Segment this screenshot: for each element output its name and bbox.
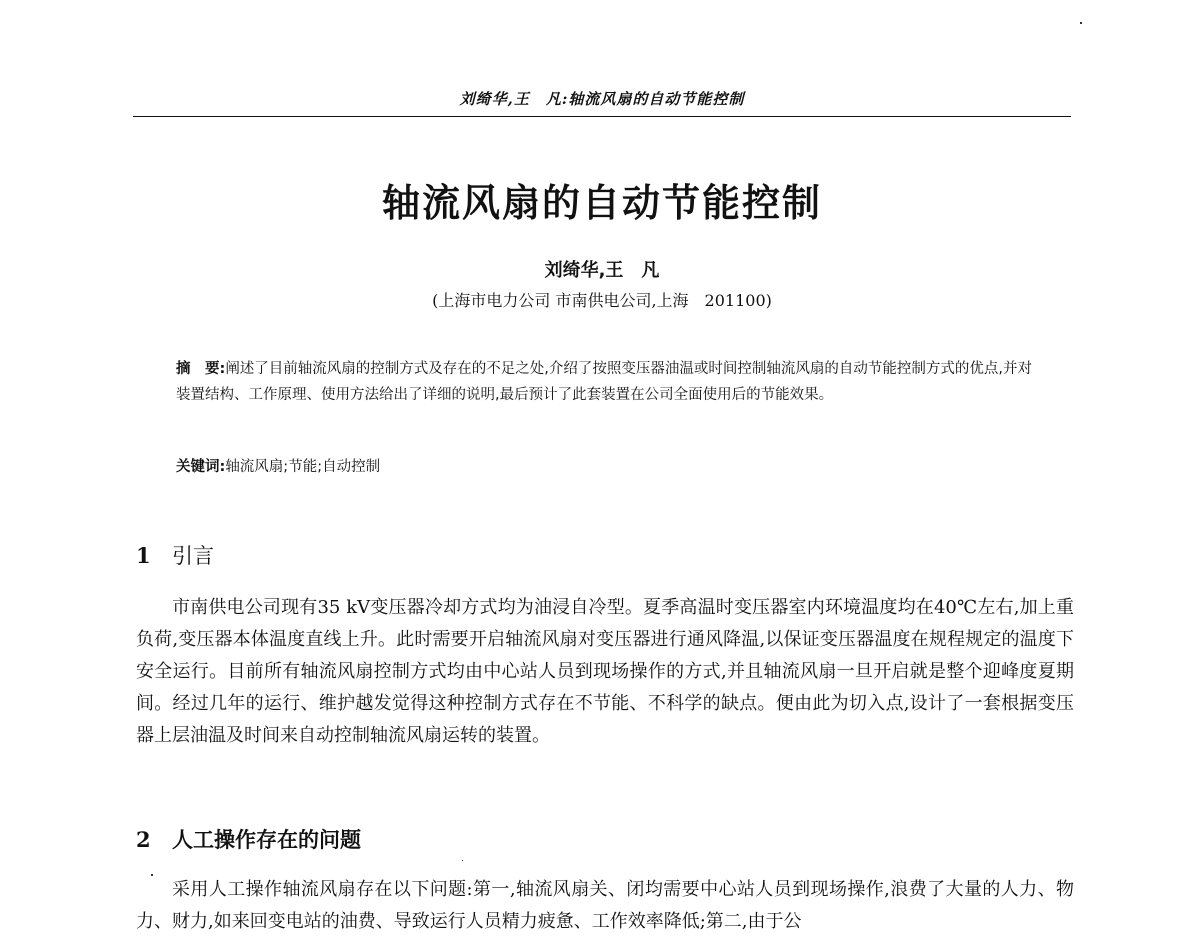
section-paragraph: 采用人工操作轴流风扇存在以下问题:第一,轴流风扇关、闭均需要中心站人员到现场操作,浪费了大量的人力、物力、财力,如来回变电站的油费、导致运行人员精力疲惫、工作效率降低;第二,由于公 [136, 879, 1074, 932]
section-title: 引言 [172, 544, 214, 568]
keywords-text: 轴流风扇;节能;自动控制 [225, 459, 381, 475]
paper-authors: 刘绮华,王 凡 [544, 260, 660, 281]
section-heading-introduction [136, 540, 214, 570]
section-title: 人工操作存在的问题 [172, 828, 361, 852]
abstract-text: 阐述了目前轴流风扇的控制方式及存在的不足之处,介绍了按照变压器油温或时间控制轴流风扇的自动节能控制方式的优点,并对装置结构、工作原理、使用方法给出了详细的说明,最后预计了此套装置在公司全面使用后的节能效果。 [176, 361, 1033, 403]
section-paragraph: 市南供电公司现有35 kV变压器冷却方式均为油浸自冷型。夏季高温时变压器室内环境温度均在40℃左右,加上重负荷,变压器本体温度直线上升。此时需要开启轴流风扇对变压器进行通风降温,以保证变压器温度在规程规定的温度下安全运行。目前所有轴流风扇控制方式均由中心站人员到现场操作的方式,并且轴流风扇一旦开启就是整个迎峰度夏期间。经过几年的运行、维护越发觉得这种控制方式存在不节能、不科学的缺点。便由此为切入点,设计了一套根据变压器上层油温及时间来自动控制轴流风扇运转的装置。 [136, 597, 1074, 746]
section-number: 2 [136, 827, 151, 852]
scan-speck [1080, 22, 1082, 24]
section-number: 1 [136, 543, 151, 568]
header-rule [133, 116, 1071, 117]
paper-title: 轴流风扇的自动节能控制 [381, 180, 822, 225]
running-header: 刘绮华,王 凡:轴流风扇的自动节能控制 [459, 90, 745, 108]
scan-speck [462, 860, 463, 861]
abstract-label: 摘 要: [176, 361, 226, 377]
abstract [176, 356, 1036, 408]
keywords [176, 456, 1036, 478]
author-affiliation: (上海市电力公司 市南供电公司,上海 201100) [432, 291, 772, 310]
section-heading-manual-operation [136, 824, 361, 854]
keywords-label: 关键词: [176, 459, 226, 475]
scan-speck [151, 874, 153, 876]
